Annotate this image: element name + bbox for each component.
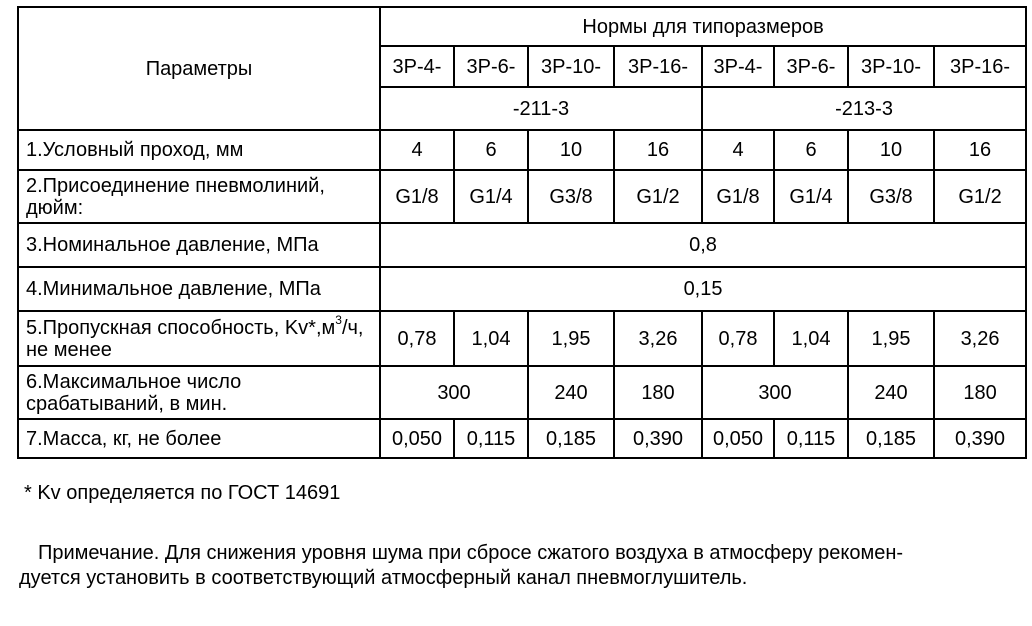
group-suffix-213-3: -213-3 bbox=[702, 87, 1026, 130]
value-cell: 1,95 bbox=[848, 311, 934, 366]
value-cell: 10 bbox=[528, 130, 614, 170]
type-size-cell: 3Р-6- bbox=[774, 46, 848, 87]
type-size-cell: 3Р-4- bbox=[702, 46, 774, 87]
parameters-header: Параметры bbox=[18, 7, 380, 130]
row-label-text: /ч, не менее bbox=[26, 316, 364, 361]
note-line: Примечание. Для снижения уровня шума при сбросе сжатого воздуха в атмосферу рекомен- bbox=[38, 542, 904, 564]
value-cell: 0,8 bbox=[380, 223, 1026, 267]
row-label: 3.Номинальное давление, МПа bbox=[18, 223, 380, 267]
row-label: 7.Масса, кг, не более bbox=[18, 419, 380, 458]
value-cell: 1,95 bbox=[528, 311, 614, 366]
row-label: 2.Присоединение пневмолиний, дюйм: bbox=[18, 170, 380, 223]
header-row-norms bbox=[18, 7, 1026, 46]
note-line: дуется установить в соответствующий атмосферный канал пневмоглушитель. bbox=[19, 567, 748, 589]
value-cell: G1/8 bbox=[702, 170, 774, 223]
value-cell: 0,15 bbox=[380, 267, 1026, 311]
superscript-three: 3 bbox=[335, 312, 342, 327]
row-label: 6.Максимальное число срабатываний, в мин. bbox=[18, 366, 380, 419]
value-cell: G1/2 bbox=[614, 170, 702, 223]
row-label-text: 5.Пропускная способность, Kv*,м bbox=[26, 316, 336, 339]
value-cell: 6 bbox=[454, 130, 528, 170]
value-cell: G3/8 bbox=[848, 170, 934, 223]
row-mass bbox=[18, 419, 1026, 458]
value-cell: 0,050 bbox=[380, 419, 454, 458]
norms-header: Нормы для типоразмеров bbox=[380, 7, 1026, 46]
type-size-cell: 3Р-10- bbox=[528, 46, 614, 87]
value-cell: 180 bbox=[934, 366, 1026, 419]
row-label: 4.Минимальное давление, МПа bbox=[18, 267, 380, 311]
value-cell: 0,78 bbox=[380, 311, 454, 366]
value-cell: 0,390 bbox=[934, 419, 1026, 458]
parameters-table bbox=[17, 6, 1027, 459]
value-cell: G1/4 bbox=[774, 170, 848, 223]
value-cell: 3,26 bbox=[614, 311, 702, 366]
value-cell: G1/4 bbox=[454, 170, 528, 223]
value-cell: 16 bbox=[934, 130, 1026, 170]
value-cell: 0,78 bbox=[702, 311, 774, 366]
row-nominal-pressure bbox=[18, 223, 1026, 267]
value-cell: 300 bbox=[702, 366, 848, 419]
value-cell: G1/2 bbox=[934, 170, 1026, 223]
value-cell: 1,04 bbox=[774, 311, 848, 366]
value-cell: 6 bbox=[774, 130, 848, 170]
value-cell: 4 bbox=[380, 130, 454, 170]
group-suffix-211-3: -211-3 bbox=[380, 87, 702, 130]
value-cell: 240 bbox=[528, 366, 614, 419]
type-size-cell: 3Р-16- bbox=[614, 46, 702, 87]
note-paragraph bbox=[19, 541, 1025, 591]
type-size-cell: 3Р-10- bbox=[848, 46, 934, 87]
row-connection bbox=[18, 170, 1026, 223]
value-cell: 0,390 bbox=[614, 419, 702, 458]
row-max-actuations bbox=[18, 366, 1026, 419]
value-cell: 180 bbox=[614, 366, 702, 419]
value-cell: 4 bbox=[702, 130, 774, 170]
value-cell: G1/8 bbox=[380, 170, 454, 223]
value-cell: 0,050 bbox=[702, 419, 774, 458]
row-label bbox=[18, 311, 380, 366]
value-cell: 10 bbox=[848, 130, 934, 170]
value-cell: 0,115 bbox=[774, 419, 848, 458]
value-cell: 1,04 bbox=[454, 311, 528, 366]
type-size-cell: 3Р-16- bbox=[934, 46, 1026, 87]
footnote: * Kv определяется по ГОСТ 14691 bbox=[24, 482, 341, 504]
row-label: 1.Условный проход, мм bbox=[18, 130, 380, 170]
row-flow bbox=[18, 311, 1026, 366]
value-cell: 3,26 bbox=[934, 311, 1026, 366]
value-cell: 0,185 bbox=[848, 419, 934, 458]
value-cell: G3/8 bbox=[528, 170, 614, 223]
value-cell: 240 bbox=[848, 366, 934, 419]
value-cell: 0,115 bbox=[454, 419, 528, 458]
row-bore bbox=[18, 130, 1026, 170]
value-cell: 300 bbox=[380, 366, 528, 419]
value-cell: 16 bbox=[614, 130, 702, 170]
value-cell: 0,185 bbox=[528, 419, 614, 458]
type-size-cell: 3Р-6- bbox=[454, 46, 528, 87]
row-min-pressure bbox=[18, 267, 1026, 311]
type-size-cell: 3Р-4- bbox=[380, 46, 454, 87]
